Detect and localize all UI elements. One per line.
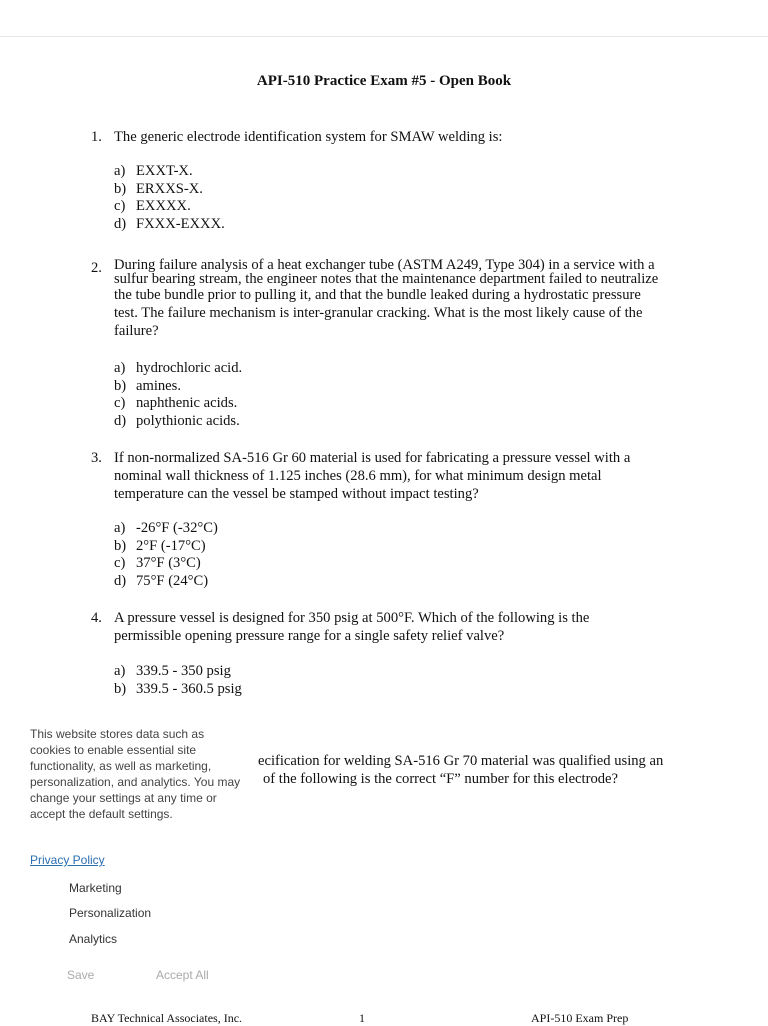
option: b) 2°F (-17°C) [114, 537, 206, 554]
question-5-partial-line-2: of the following is the correct “F” number for this electrode? [263, 771, 618, 787]
question-1-options [114, 163, 225, 233]
question-4-options [114, 663, 242, 698]
question-text: During failure analysis of a heat exchanger tube (ASTM A249, Type 304) in a service with a sulfur bearing stream, the engineer notes that the maintenance department failed to neutralize the tube bundle prior to pulling it, and that the bundle leaked during a hydrostatic pressure test. The failure mechanism is inter-granular cracking. What is the most likely cause of the failure? [114, 257, 659, 339]
question-number: 3. [91, 450, 102, 466]
option: b) 339.5 - 360.5 psig [114, 680, 242, 697]
cookie-consent-panel [0, 716, 250, 1006]
option: c) 37°F (3°C) [114, 555, 201, 572]
question-text: A pressure vessel is designed for 350 psig at 500°F. Which of the following is the permissible opening pressure range for a single safety relief valve? [114, 610, 590, 644]
option: c) EXXXX. [114, 198, 191, 215]
question-text: The generic electrode identification system for SMAW welding is: [114, 129, 503, 145]
accept-all-button[interactable]: Accept All [156, 968, 209, 982]
pref-personalization[interactable]: Personalization [69, 906, 152, 920]
option: a) -26°F (-32°C) [114, 520, 218, 536]
question-3-options [114, 520, 218, 590]
question-5-partial-line-1: ecification for welding SA-516 Gr 70 material was qualified using an [258, 753, 664, 769]
save-button[interactable]: Save [67, 968, 95, 982]
pref-marketing[interactable]: Marketing [69, 881, 122, 895]
footer-page-number: 1 [359, 1011, 365, 1025]
option: a) hydrochloric acid. [114, 360, 243, 376]
question-number: 1. [91, 129, 102, 145]
option: c) naphthenic acids. [114, 395, 238, 412]
question-text: If non-normalized SA-516 Gr 60 material is used for fabricating a pressure vessel with a nominal wall thickness of 1.125 inches (28.6 mm), for what minimum design metal temperature can the vessel be stamped without impact testing? [114, 450, 631, 502]
question-number: 2. [91, 260, 102, 276]
option: a) EXXT-X. [114, 163, 193, 179]
page-title: API-510 Practice Exam #5 - Open Book [256, 73, 512, 89]
pref-analytics[interactable]: Analytics [69, 932, 118, 946]
cookie-message: This website stores data such as cookies to enable essential site functionality, as well as marketing, personalization, and analytics. You may change your settings at any time or accept the default settings. [30, 727, 241, 821]
question-number: 4. [91, 610, 102, 626]
question-2-options [114, 360, 242, 430]
option: d) 75°F (24°C) [114, 572, 209, 589]
footer-left: BAY Technical Associates, Inc. [91, 1011, 243, 1025]
footer-right: API-510 Exam Prep [531, 1011, 629, 1025]
option: b) ERXXS-X. [114, 180, 203, 197]
privacy-policy-link[interactable]: Privacy Policy [30, 853, 105, 867]
option: d) polythionic acids. [114, 412, 240, 429]
option: a) 339.5 - 350 psig [114, 663, 231, 679]
option: d) FXXX-EXXX. [114, 215, 225, 232]
option: b) amines. [114, 377, 181, 394]
